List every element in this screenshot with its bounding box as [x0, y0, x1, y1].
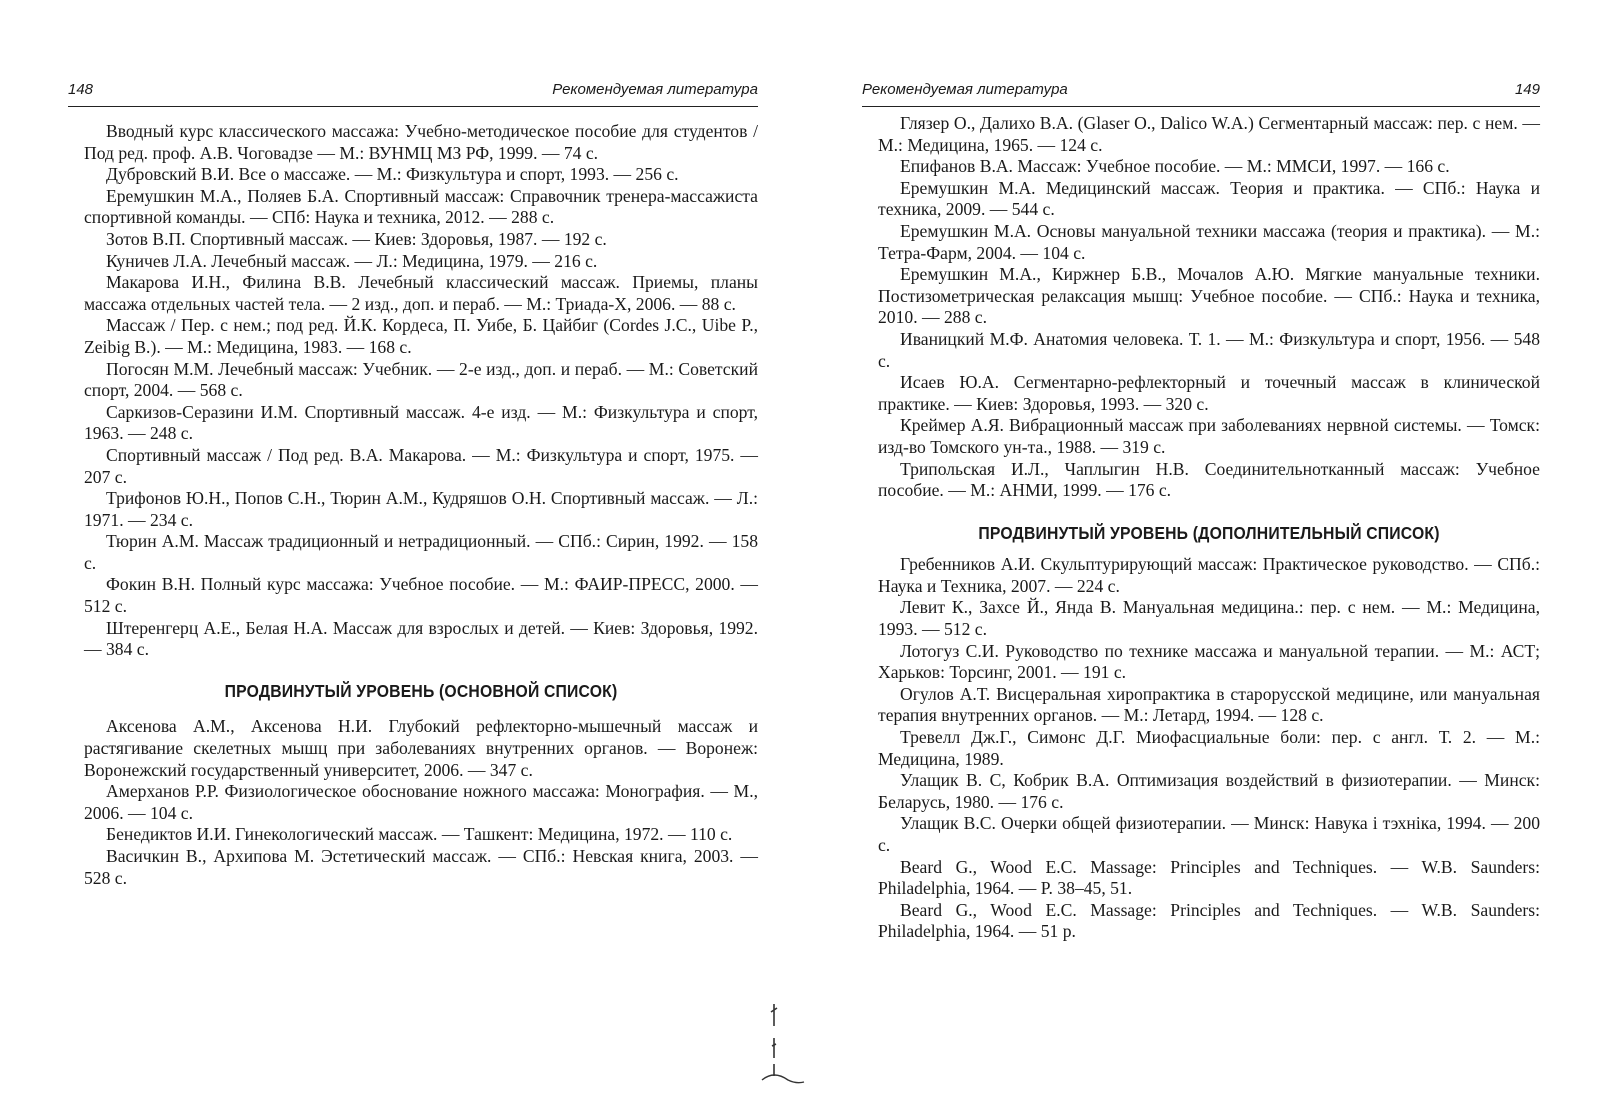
bibliography-entry: Вводный курс классического массажа: Учебно-методическое пособие для студентов / Под ред. проф. А.В. Чоговадзе — М.: ВУНМЦ МЗ РФ, 1999. — 74 с.	[84, 121, 758, 163]
right-content	[878, 113, 1540, 943]
bibliography-entry: Левит К., Захсе Й., Янда В. Мануальная медицина.: пер. с нем. — М.: Медицина, 1993. — 512 с.	[878, 597, 1540, 640]
bibliography-entry: Тревелл Дж.Г., Симонс Д.Г. Миофасциальные боли: пер. с англ. Т. 2. — М.: Медицина, 1989.	[878, 727, 1540, 769]
bibliography-entry: Фокин В.Н. Полный курс массажа: Учебное пособие. — М.: ФАИР-ПРЕСС, 2000. — 512 с.	[84, 574, 758, 617]
bibliography-entry: Массаж / Пер. с нем.; под ред. Й.К. Кордеса, П. Уибе, Б. Цайбиг (Cordes J.C., Uibe P., Zeibig B.). — М.: Медицина, 1983. — 168 с.	[84, 315, 758, 357]
bibliography-entry: Исаев Ю.А. Сегментарно-рефлекторный и точечный массаж в клинической практике. — Киев: Здоровья, 1993. — 320 с.	[878, 372, 1540, 414]
bibliography-entry: Beard G., Wood E.C. Massage: Principles and Techniques. — W.B. Saunders: Philadelphia, 1964. — P. 38–45, 51.	[878, 856, 1540, 899]
bibliography-entry: Аксенова А.М., Аксенова Н.И. Глубокий рефлекторно-мышечный массаж и растягивание скелетных мышц при заболеваниях внутренних органов. — Воронеж: Воронежский государственный университет, 2006. — 347 с.	[84, 716, 758, 780]
bibliography-entry: Макарова И.Н., Филина В.В. Лечебный классический массаж. Приемы, планы массажа отдельных частей тела. — 2 изд., доп. и пераб. — М.: Триада-Х, 2006. — 88 с.	[84, 272, 758, 314]
bibliography-entry: Креймер А.Я. Вибрационный массаж при заболеваниях нервной системы. — Томск: изд-во Томского ун-та., 1988. — 319 с.	[878, 415, 1540, 457]
bibliography-entry: Епифанов В.А. Массаж: Учебное пособие. — М.: ММСИ, 1997. — 166 с.	[900, 156, 1450, 177]
section-heading: ПРОДВИНУТЫЙ УРОВЕНЬ (ОСНОВНОЙ СПИСОК)	[224, 680, 618, 701]
bibliography-entry: Васичкин В., Архипова М. Эстетический массаж. — СПб.: Невская книга, 2003. — 528 с.	[84, 846, 758, 888]
section-heading: ПРОДВИНУТЫЙ УРОВЕНЬ (ДОПОЛНИТЕЛЬНЫЙ СПИСОК)	[978, 522, 1440, 543]
binding-mark-icon	[760, 998, 810, 1088]
bibliography-entry: Бенедиктов И.И. Гинекологический массаж. — Ташкент: Медицина, 1972. — 110 с.	[106, 824, 733, 845]
header-rule	[68, 106, 758, 107]
bibliography-entry: Трифонов Ю.Н., Попов С.Н., Тюрин А.М., Кудряшов О.Н. Спортивный массаж. — Л.: 1971. — 234 с.	[84, 488, 758, 530]
bibliography-entry: Иваницкий М.Ф. Анатомия человека. Т. 1. — М.: Физкультура и спорт, 1956. — 548 с.	[878, 328, 1540, 371]
bibliography-entry: Еремушкин М.А., Киржнер Б.В., Мочалов А.Ю. Мягкие мануальные техники. Постизометрическая релаксация мышц: Учебное пособие. — СПб.: Наука и техника, 2010. — 288 с.	[878, 264, 1540, 328]
bibliography-entry: Зотов В.П. Спортивный массаж. — Киев: Здоровья, 1987. — 192 с.	[106, 228, 607, 249]
bibliography-entry: Улащик В. С, Кобрик В.А. Оптимизация воздействий в физиотерапии. — Минск: Беларусь, 1980. — 176 с.	[878, 770, 1540, 812]
bibliography-entry: Тюрин А.М. Массаж традиционный и нетрадиционный. — СПб.: Сирин, 1992. — 158 с.	[84, 531, 758, 573]
running-head-title: Рекомендуемая литература	[552, 81, 758, 98]
header-rule	[862, 106, 1540, 107]
bibliography-entry: Куничев Л.А. Лечебный массаж. — Л.: Медицина, 1979. — 216 с.	[106, 250, 598, 271]
running-head-title: Рекомендуемая литература	[862, 81, 1068, 98]
bibliography-entry: Штеренгерц А.Е., Белая Н.А. Массаж для взрослых и детей. — Киев: Здоровья, 1992. — 384 с.	[84, 617, 758, 660]
bibliography-entry: Еремушкин М.А., Поляев Б.А. Спортивный массаж: Справочник тренера-массажиста спортивной команды. — СПб: Наука и техника, 2012. — 288 с.	[84, 185, 758, 228]
left-running-head	[68, 78, 758, 102]
left-page	[68, 0, 758, 1101]
bibliography-entry: Саркизов-Серазини И.М. Спортивный массаж. 4-е изд. — М.: Физкультура и спорт, 1963. — 248 с.	[84, 401, 758, 444]
bibliography-entry: Лотогуз С.И. Руководство по технике массажа и мануальной терапии. — М.: АСТ; Харьков: Торсинг, 2001. — 191 с.	[878, 640, 1540, 683]
bibliography-entry: Гребенников А.И. Скульптурирующий массаж: Практическое руководство. — СПб.: Наука и Техника, 2007. — 224 с.	[878, 554, 1540, 596]
page-number: 149	[1514, 81, 1540, 98]
bibliography-entry: Погосян М.М. Лечебный массаж: Учебник. — 2-е изд., доп. и пераб. — М.: Советский спорт, 2004. — 568 с.	[84, 358, 758, 401]
right-page	[862, 0, 1540, 1101]
page-number: 148	[68, 81, 94, 98]
bibliography-entry: Beard G., Wood E.C. Massage: Principles and Techniques. — W.B. Saunders: Philadelphia, 1964. — 51 p.	[878, 899, 1540, 942]
bibliography-entry: Еремушкин М.А. Медицинский массаж. Теория и практика. — СПб.: Наука и техника, 2009. — 544 с.	[878, 177, 1540, 220]
bibliography-entry: Трипольская И.Л., Чаплыгин Н.В. Соединительнотканный массаж: Учебное пособие. — М.: АНМИ, 1999. — 176 с.	[878, 458, 1540, 501]
bibliography-entry: Огулов А.Т. Висцеральная хиропрактика в старорусской медицине, или мануальная терапия внутренних органов. — М.: Летард, 1994. — 128 с.	[878, 683, 1540, 726]
bibliography-entry: Улащик В.С. Очерки общей физиотерапии. — Минск: Навука і тэхніка, 1994. — 200 с.	[878, 813, 1540, 855]
bibliography-entry: Спортивный массаж / Под ред. В.А. Макарова. — М.: Физкультура и спорт, 1975. — 207 с.	[84, 444, 758, 487]
bibliography-entry: Дубровский В.И. Все о массаже. — М.: Физкультура и спорт, 1993. — 256 с.	[106, 164, 679, 185]
bibliography-entry: Амерханов Р.Р. Физиологическое обоснование ножного массажа: Монография. — М., 2006. — 104 с.	[84, 781, 758, 823]
left-content	[84, 121, 758, 889]
bibliography-entry: Глязер О., Далихо В.А. (Glaser O., Dalico W.A.) Сегментарный массаж: пер. с нем. — М.: Медицина, 1965. — 124 с.	[878, 113, 1540, 155]
right-running-head	[862, 78, 1540, 102]
bibliography-entry: Еремушкин М.А. Основы мануальной техники массажа (теория и практика). — М.: Тетра-Фарм, 2004. — 104 с.	[878, 220, 1540, 263]
